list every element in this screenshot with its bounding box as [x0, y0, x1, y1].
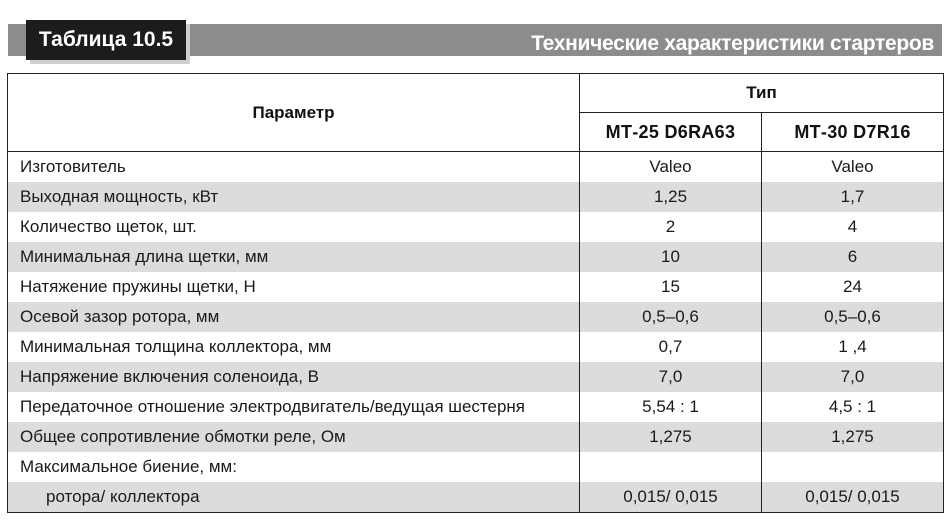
row-value-a: 0,7: [580, 332, 762, 362]
table-row: [8, 452, 944, 482]
row-value-a: 1,275: [580, 422, 762, 452]
row-parameter: Натяжение пружины щетки, Н: [8, 272, 580, 302]
row-value-a: 7,0: [580, 362, 762, 392]
row-parameter: ротора/ коллектора: [8, 482, 580, 513]
row-parameter: Выходная мощность, кВт: [8, 182, 580, 212]
row-value-a: 0,015/ 0,015: [580, 482, 762, 513]
type-column-header: Тип: [580, 74, 944, 113]
row-value-a: 2: [580, 212, 762, 242]
row-value-b: 1,7: [762, 182, 944, 212]
row-parameter: Изготовитель: [8, 152, 580, 183]
row-value-a: 5,54 : 1: [580, 392, 762, 422]
row-value-b: 7,0: [762, 362, 944, 392]
row-parameter: Минимальная толщина коллектора, мм: [8, 332, 580, 362]
table-row: [8, 332, 944, 362]
row-value-b: 1,275: [762, 422, 944, 452]
row-value-a: 0,5–0,6: [580, 302, 762, 332]
model-a-column-header: МТ-25 D6RA63: [580, 113, 762, 152]
table-row: [8, 482, 944, 513]
row-value-a: 15: [580, 272, 762, 302]
row-value-a: [580, 452, 762, 482]
row-value-b: 0,015/ 0,015: [762, 482, 944, 513]
row-value-a: 10: [580, 242, 762, 272]
row-parameter: Передаточное отношение электродвигатель/ведущая шестерня: [8, 392, 580, 422]
table-row: [8, 242, 944, 272]
row-value-b: 4,5 : 1: [762, 392, 944, 422]
model-b-column-header: МТ-30 D7R16: [762, 113, 944, 152]
row-value-b: Valeo: [762, 152, 944, 183]
row-parameter: Общее сопротивление обмотки реле, Ом: [8, 422, 580, 452]
table-row: [8, 302, 944, 332]
row-value-b: 4: [762, 212, 944, 242]
row-value-a: Valeo: [580, 152, 762, 183]
table-row: [8, 362, 944, 392]
starter-specs-table: [7, 73, 944, 513]
table-row: [8, 422, 944, 452]
row-parameter: Количество щеток, шт.: [8, 212, 580, 242]
row-value-a: 1,25: [580, 182, 762, 212]
table-row: [8, 272, 944, 302]
row-value-b: 0,5–0,6: [762, 302, 944, 332]
parameter-column-header: Параметр: [8, 74, 580, 152]
row-value-b: 6: [762, 242, 944, 272]
row-parameter: Напряжение включения соленоида, В: [8, 362, 580, 392]
row-parameter: Максимальное биение, мм:: [8, 452, 580, 482]
table-banner: [8, 20, 942, 60]
table-title: Технические характеристики стартеров: [531, 32, 934, 55]
row-parameter: Минимальная длина щетки, мм: [8, 242, 580, 272]
row-value-b: 24: [762, 272, 944, 302]
row-value-b: 1 ,4: [762, 332, 944, 362]
table-number-label: Таблица 10.5: [26, 20, 186, 60]
table-row: [8, 182, 944, 212]
table-row: [8, 392, 944, 422]
table-row: [8, 212, 944, 242]
table-row: [8, 152, 944, 183]
row-parameter: Осевой зазор ротора, мм: [8, 302, 580, 332]
row-value-b: [762, 452, 944, 482]
